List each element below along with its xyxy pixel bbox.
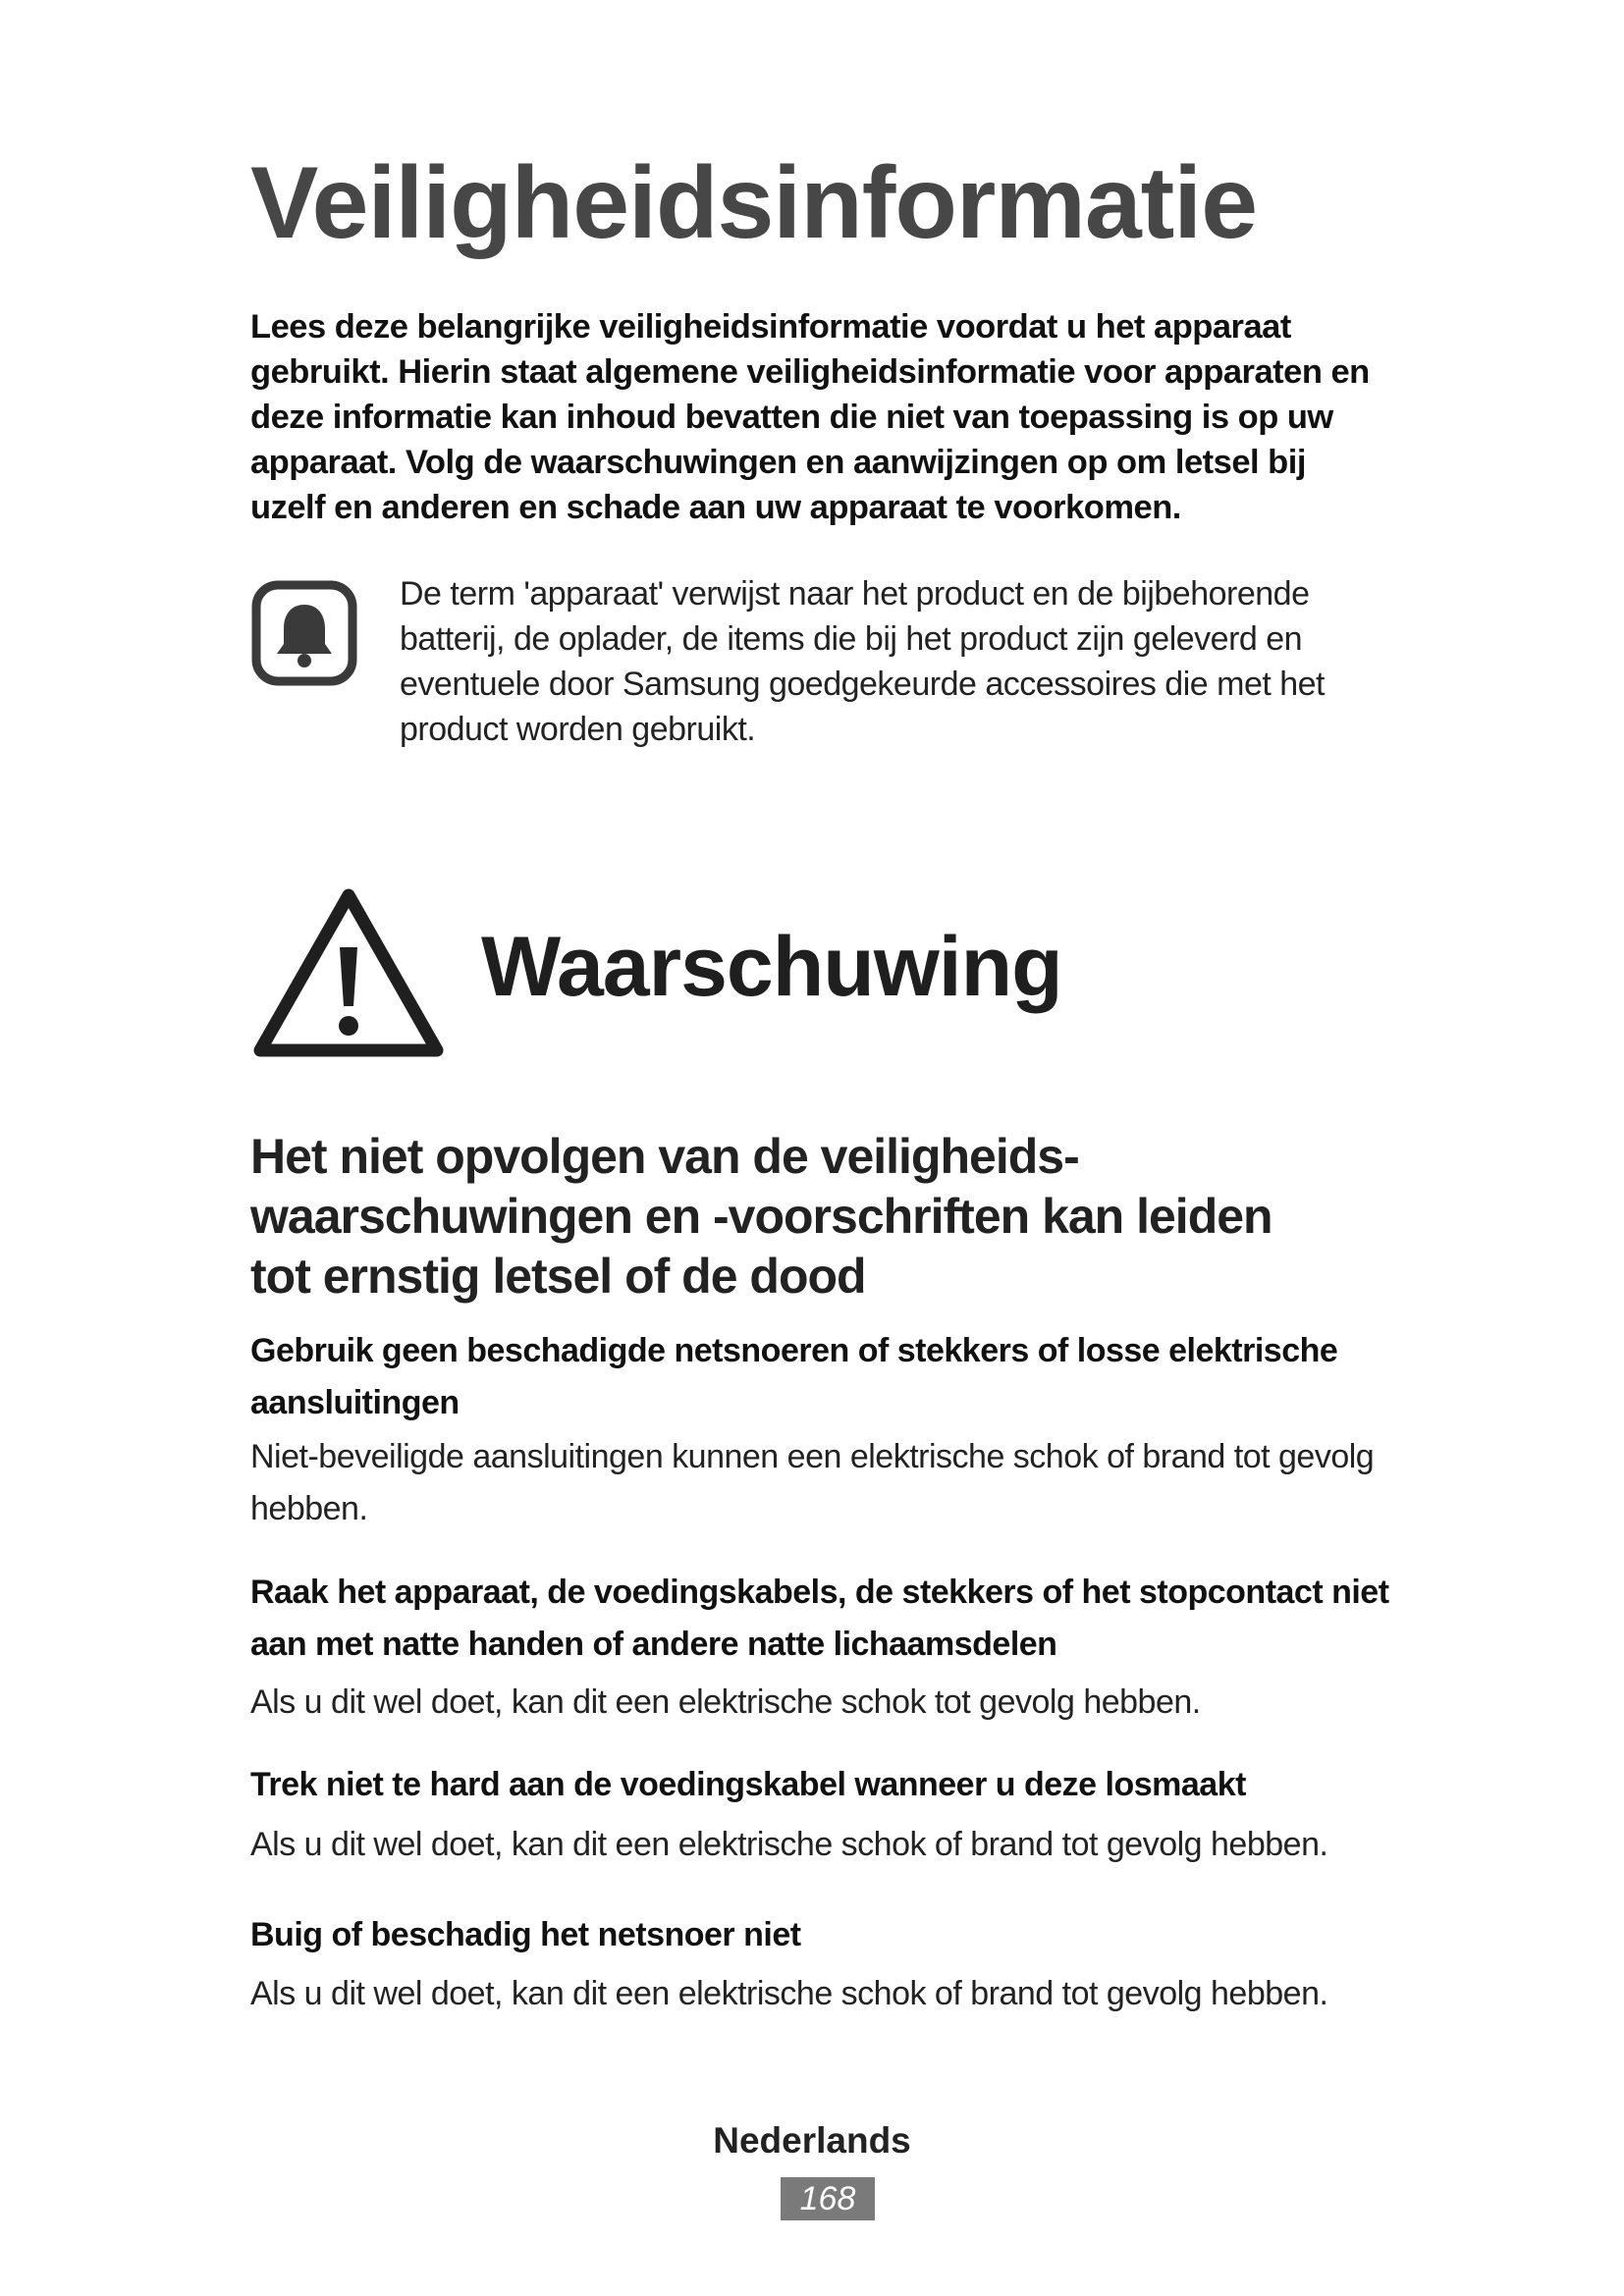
item-title: Raak het apparaat, de voedingskabels, de stekkers of het stopcontact niet aan met natte handen of andere natte lichaamsdelen [250,1574,1389,1663]
section-heading: Het niet opvolgen van de veiligheids-waarschuwingen en -voorschriften kan leiden tot ernstig letsel of de dood [250,1129,1272,1304]
intro-paragraph: Lees deze belangrijke veiligheidsinformatie voordat u het apparaat gebruikt. Hierin staat algemene veiligheidsinformatie voor apparaten en deze informatie kan inhoud bevatten die niet van toepassing is op uw apparaat. Volg de waarschuwingen en aanwijzingen op om letsel bij uzelf en anderen en schade aan uw apparaat te voorkomen. [250,308,1370,526]
bell-icon [250,579,358,687]
note-text: De term 'apparaat' verwijst naar het product en de bijbehorende batterij, de oplader, de items die bij het product zijn geleverd en eventuele door Samsung goedgekeurde accessoires die met het product worden gebruikt. [400,575,1326,748]
item-title: Gebruik geen beschadigde netsnoeren of stekkers of losse elektrische aansluitingen [250,1332,1338,1421]
warning-title: Waarschuwing [481,920,1062,1014]
item-description: Niet-beveiligde aansluitingen kunnen een elektrische schok of brand tot gevolg hebben. [250,1438,1375,1527]
item-description: Als u dit wel doet, kan dit een elektrische schok of brand tot gevolg hebben. [250,1826,1328,1863]
item-description: Als u dit wel doet, kan dit een elektrische schok tot gevolg hebben. [250,1683,1201,1721]
footer-language: Nederlands [713,2120,911,2161]
page-number: 168 [781,2177,875,2220]
item-title: Buig of beschadig het netsnoer niet [250,1916,801,1953]
item-description: Als u dit wel doet, kan dit een elektrische schok of brand tot gevolg hebben. [250,1975,1328,2012]
item-title: Trek niet te hard aan de voedingskabel wanneer u deze losmaakt [250,1766,1246,1803]
warning-triangle-icon [250,883,447,1060]
page-title: Veiligheidsinformatie [250,146,1258,260]
